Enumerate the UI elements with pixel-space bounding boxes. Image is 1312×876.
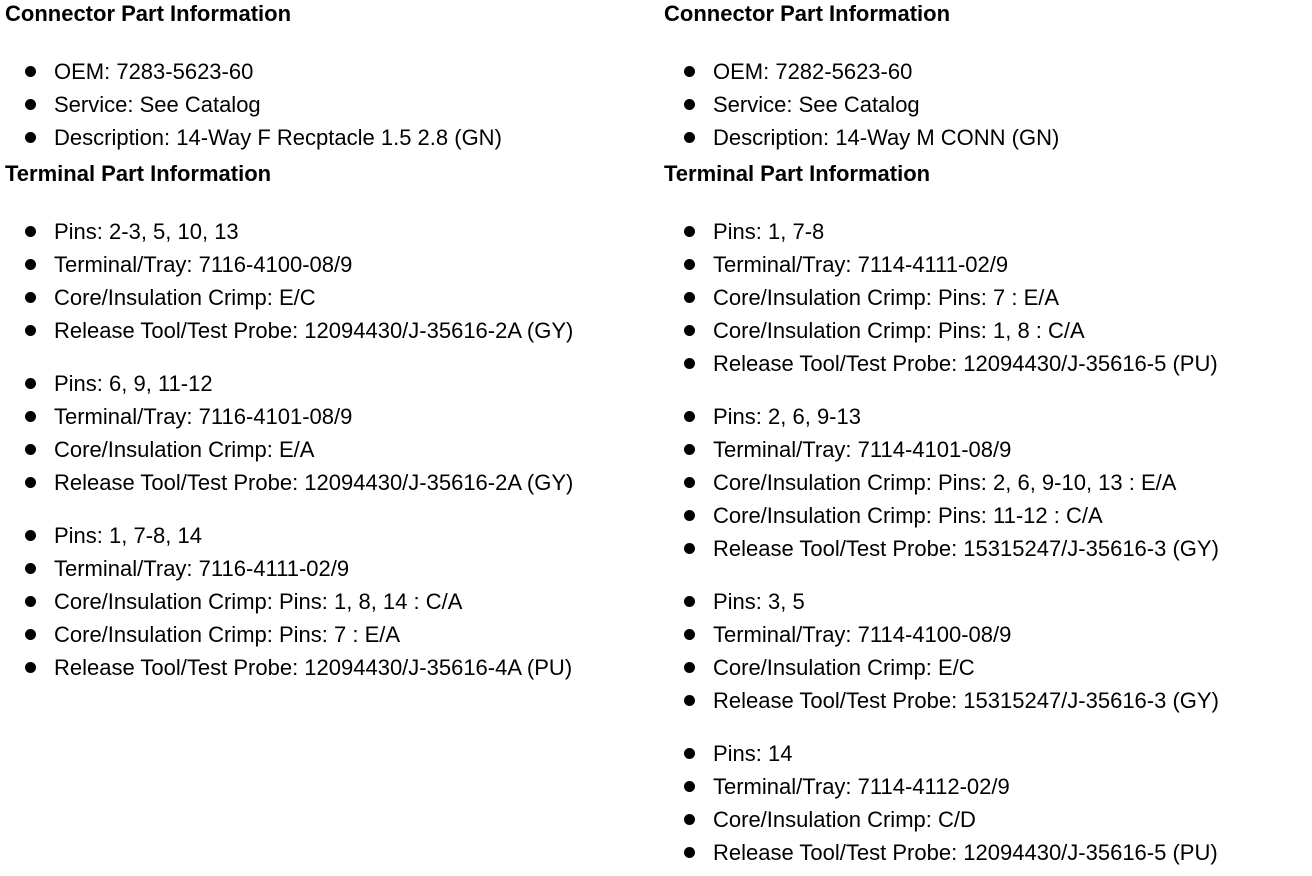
bullet-icon (684, 292, 695, 303)
list-item: Terminal/Tray: 7116-4101-08/9 (5, 400, 655, 433)
bullet-icon (684, 662, 695, 673)
bullet-icon (684, 226, 695, 237)
list-item: Service: See Catalog (5, 88, 655, 121)
list-item: Release Tool/Test Probe: 12094430/J-35616-5 (PU) (664, 347, 1309, 380)
list-item: OEM: 7283-5623-60 (5, 55, 655, 88)
list-item: Terminal/Tray: 7116-4100-08/9 (5, 248, 655, 281)
bullet-icon (25, 629, 36, 640)
bullet-icon (25, 563, 36, 574)
list-item: Core/Insulation Crimp: Pins: 1, 8, 14 : C/A (5, 585, 655, 618)
bullet-icon (684, 259, 695, 270)
terminal-group (664, 400, 1309, 565)
list-item: Core/Insulation Crimp: Pins: 7 : E/A (5, 618, 655, 651)
list-item: Core/Insulation Crimp: E/A (5, 433, 655, 466)
list-item: Terminal/Tray: 7114-4112-02/9 (664, 770, 1309, 803)
list-item: Pins: 14 (664, 737, 1309, 770)
bullet-icon (684, 629, 695, 640)
list-item: OEM: 7282-5623-60 (664, 55, 1309, 88)
terminal-group (664, 737, 1309, 869)
connector-list (664, 55, 1309, 154)
list-item: Release Tool/Test Probe: 12094430/J-35616-2A (GY) (5, 466, 655, 499)
list-item: Core/Insulation Crimp: Pins: 2, 6, 9-10, 13 : E/A (664, 466, 1309, 499)
list-item: Release Tool/Test Probe: 12094430/J-35616-4A (PU) (5, 651, 655, 684)
terminal-group (5, 519, 655, 684)
bullet-icon (25, 444, 36, 455)
bullet-icon (25, 259, 36, 270)
bullet-icon (684, 543, 695, 554)
bullet-icon (25, 411, 36, 422)
list-item: Terminal/Tray: 7114-4101-08/9 (664, 433, 1309, 466)
list-item: Core/Insulation Crimp: C/D (664, 803, 1309, 836)
list-item: Core/Insulation Crimp: E/C (5, 281, 655, 314)
bullet-icon (684, 411, 695, 422)
bullet-icon (25, 530, 36, 541)
list-item: Pins: 1, 7-8, 14 (5, 519, 655, 552)
bullet-icon (25, 292, 36, 303)
list-item: Description: 14-Way M CONN (GN) (664, 121, 1309, 154)
list-item: Pins: 6, 9, 11-12 (5, 367, 655, 400)
list-item: Release Tool/Test Probe: 15315247/J-35616-3 (GY) (664, 532, 1309, 565)
list-item: Core/Insulation Crimp: Pins: 11-12 : C/A (664, 499, 1309, 532)
bullet-icon (25, 378, 36, 389)
connector-list (5, 55, 655, 154)
bullet-icon (684, 358, 695, 369)
bullet-icon (25, 99, 36, 110)
right-column (664, 0, 1309, 869)
bullet-icon (684, 132, 695, 143)
list-item: Terminal/Tray: 7114-4111-02/9 (664, 248, 1309, 281)
bullet-icon (25, 325, 36, 336)
list-item: Release Tool/Test Probe: 15315247/J-35616-3 (GY) (664, 684, 1309, 717)
bullet-icon (25, 66, 36, 77)
terminal-heading: Terminal Part Information (664, 161, 931, 186)
left-column (5, 0, 655, 684)
list-item: Pins: 3, 5 (664, 585, 1309, 618)
list-item: Release Tool/Test Probe: 12094430/J-35616-5 (PU) (664, 836, 1309, 869)
list-item: Core/Insulation Crimp: E/C (664, 651, 1309, 684)
connector-heading: Connector Part Information (664, 1, 951, 26)
bullet-icon (25, 596, 36, 607)
bullet-icon (25, 662, 36, 673)
terminal-group (664, 585, 1309, 717)
list-item: Release Tool/Test Probe: 12094430/J-35616-2A (GY) (5, 314, 655, 347)
bullet-icon (684, 748, 695, 759)
bullet-icon (25, 132, 36, 143)
terminal-group (5, 367, 655, 499)
terminal-heading: Terminal Part Information (5, 161, 272, 186)
connector-heading: Connector Part Information (5, 1, 292, 26)
terminal-group (5, 215, 655, 347)
bullet-icon (684, 814, 695, 825)
bullet-icon (684, 695, 695, 706)
bullet-icon (684, 510, 695, 521)
list-item: Core/Insulation Crimp: Pins: 7 : E/A (664, 281, 1309, 314)
bullet-icon (684, 325, 695, 336)
bullet-icon (25, 226, 36, 237)
list-item: Description: 14-Way F Recptacle 1.5 2.8 (GN) (5, 121, 655, 154)
bullet-icon (25, 477, 36, 488)
list-item: Pins: 2-3, 5, 10, 13 (5, 215, 655, 248)
bullet-icon (684, 781, 695, 792)
terminal-group (664, 215, 1309, 380)
list-item: Terminal/Tray: 7116-4111-02/9 (5, 552, 655, 585)
list-item: Service: See Catalog (664, 88, 1309, 121)
list-item: Pins: 1, 7-8 (664, 215, 1309, 248)
bullet-icon (684, 99, 695, 110)
bullet-icon (684, 66, 695, 77)
bullet-icon (684, 847, 695, 858)
list-item: Pins: 2, 6, 9-13 (664, 400, 1309, 433)
bullet-icon (684, 596, 695, 607)
list-item: Terminal/Tray: 7114-4100-08/9 (664, 618, 1309, 651)
bullet-icon (684, 444, 695, 455)
bullet-icon (684, 477, 695, 488)
list-item: Core/Insulation Crimp: Pins: 1, 8 : C/A (664, 314, 1309, 347)
